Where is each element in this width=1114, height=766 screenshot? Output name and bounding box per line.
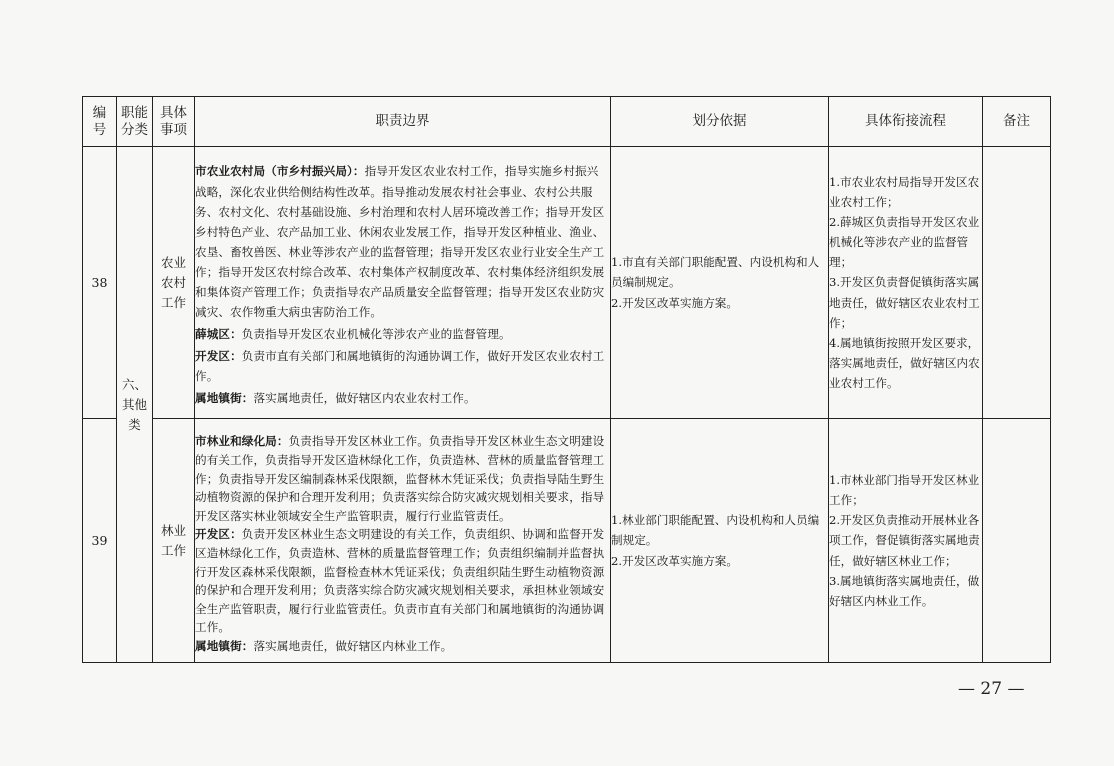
- header-remark: 备注: [983, 97, 1051, 147]
- basis-line: 1.市直有关部门职能配置、内设机构和人员编制规定。: [611, 255, 820, 290]
- header-category: 职能分类: [117, 97, 153, 147]
- flow-cell: [829, 419, 983, 663]
- flow-line: 1.市林业部门指导开发区林业工作；: [829, 473, 980, 508]
- table-header-row: [83, 97, 1051, 147]
- remark-cell: [983, 147, 1051, 419]
- header-boundary: 职责边界: [195, 97, 611, 147]
- boundary-para: 属地镇街：落实属地责任，做好辖区内农业农村工作。: [195, 391, 476, 406]
- row-number: 39: [83, 419, 117, 663]
- basis-line: 2.开发区改革实施方案。: [611, 295, 738, 310]
- category-label: 六、其他类: [121, 376, 147, 432]
- row-number: 38: [83, 147, 117, 419]
- flow-line: 4.属地镇街按照开发区要求，落实属地责任，做好辖区内农业农村工作。: [829, 335, 980, 390]
- flow-line: 2.开发区负责推动开展林业各项工作，督促镇街落实属地责任，做好辖区林业工作；: [829, 513, 980, 568]
- boundary-cell: [195, 419, 611, 663]
- item-label: 林业工作: [160, 522, 186, 558]
- flow-line: 2.薛城区负责指导开发区农业机械化等涉农产业的监督管理；: [829, 215, 980, 270]
- header-basis: 划分依据: [611, 97, 829, 147]
- category-cell: [117, 147, 153, 663]
- responsibility-table: [82, 96, 1051, 663]
- item-label: 农业农村工作: [160, 254, 186, 310]
- flow-line: 3.开发区负责督促镇街落实属地责任，做好辖区农业农村工作；: [829, 275, 980, 330]
- boundary-para: 开发区：负责开发区林业生态文明建设的有关工作，负责组织、协调和监督开发区造林绿化工作，负责造林、营林的质量监督管理工作；负责组织编制并监督执行开发区森林采伐限额，监督检查林木凭证采伐；负责组织陆生野生动植物资源的保护和合理开发利用；负责落实综合防灾减灾规划相关要求，承担林业领域安全生产监管职责，履行行业监管责任。负责市直有关部门和属地镇街的沟通协调工作。: [195, 527, 605, 635]
- item-cell: [153, 147, 195, 419]
- flow-line: 3.属地镇街落实属地责任，做好辖区内林业工作。: [829, 573, 980, 608]
- table-row: [83, 419, 1051, 663]
- basis-cell: [611, 419, 829, 663]
- basis-line: 2.开发区改革实施方案。: [611, 553, 738, 568]
- boundary-para: 开发区：负责市直有关部门和属地镇街的沟通协调工作，做好开发区农业农村工作。: [195, 349, 605, 384]
- remark-cell: [983, 419, 1051, 663]
- flow-line: 1.市农业农村局指导开发区农业农村工作；: [829, 174, 980, 210]
- boundary-para: 市农业农村局（市乡村振兴局）：指导开发区农业农村工作，指导实施乡村振兴战略，深化农业供给侧结构性改革。指导推动发展农村社会事业、农村公共服务、农村文化、农村基础设施、乡村治理和农村人居环境改善工作；指导开发区乡村特色产业、农产品加工业、休闲农业发展工作，指导开发区种植业、渔业、农垦、畜牧兽医、林业等涉农产业的监督管理；指导开发区农业行业安全生产工作；指导开发区农村综合改革、农村集体产权制度改革、农村集体经济组织发展和集体资产管理工作；负责指导农产品质量安全监督管理；指导开发区农业防灾减灾、农作物重大病虫害防治工作。: [195, 164, 605, 320]
- basis-line: 1.林业部门职能配置、内设机构和人员编制规定。: [611, 513, 820, 548]
- header-flow: 具体衔接流程: [829, 97, 983, 147]
- item-cell: [153, 419, 195, 663]
- table-row: [83, 147, 1051, 419]
- flow-cell: [829, 147, 983, 419]
- header-item: 具体事项: [153, 97, 195, 147]
- boundary-para: 属地镇街：落实属地责任，做好辖区内林业工作。: [195, 638, 453, 653]
- boundary-para: 薛城区：负责指导开发区农业机械化等涉农产业的监督管理。: [195, 327, 511, 342]
- boundary-cell: [195, 147, 611, 419]
- basis-cell: [611, 147, 829, 419]
- page-number: — 27 —: [958, 679, 1025, 699]
- header-number: 编号: [83, 97, 117, 147]
- boundary-para: 市林业和绿化局：负责指导开发区林业工作。负责指导开发区林业生态文明建设的有关工作，负责指导开发区造林绿化工作，负责造林、营林的质量监督管理工作；负责指导开发区编制森林采伐限额，监督林木凭证采伐；负责指导陆生野生动植物资源的保护和合理开发利用；负责落实综合防灾减灾规划相关要求，指导开发区落实林业领域安全生产监管职责，履行行业监管责任。: [195, 434, 605, 523]
